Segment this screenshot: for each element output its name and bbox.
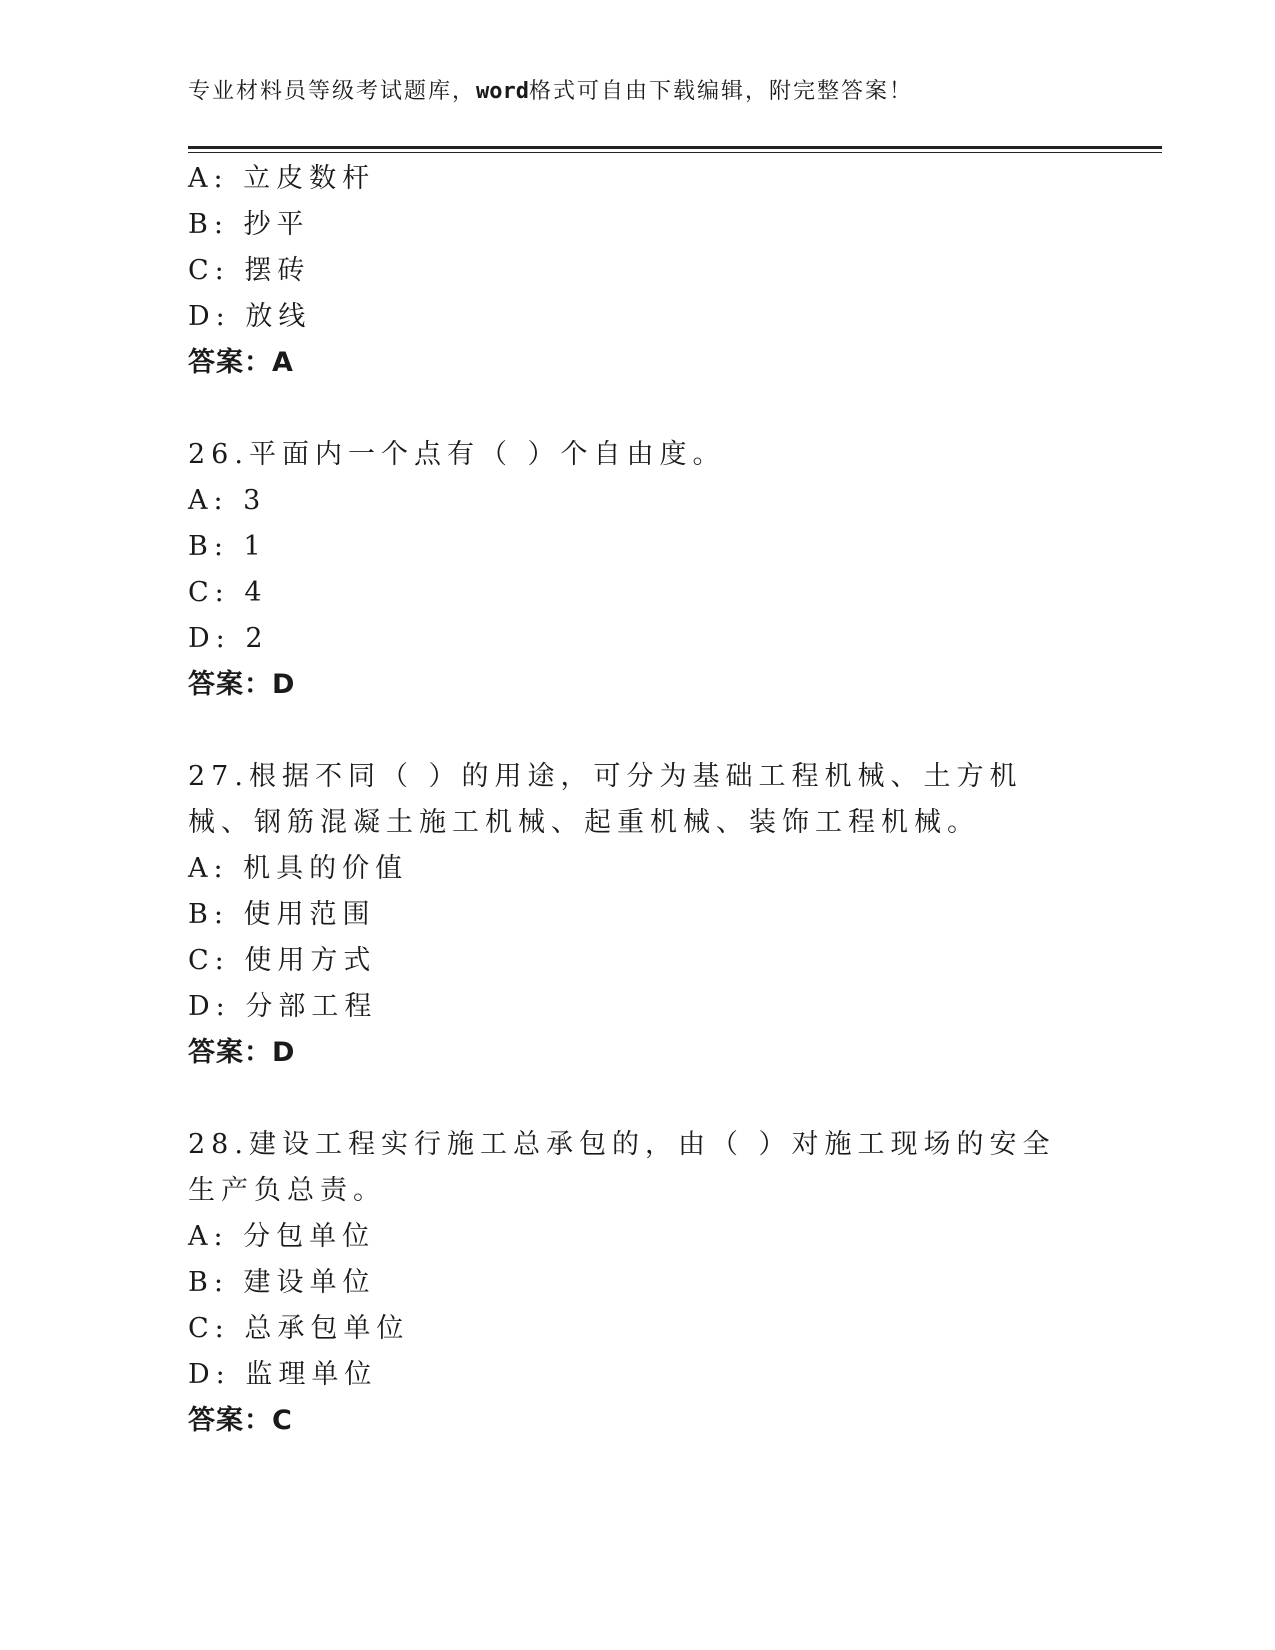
page-header	[188, 74, 913, 105]
answer-line: 答案：D	[188, 1037, 296, 1068]
option-a: A: 机具的价值	[188, 853, 409, 884]
header-rule-thin	[188, 152, 1162, 153]
question-list	[188, 156, 1068, 1444]
question-stem: 28.建设工程实行施工总承包的，由（ ）对施工现场的安全生产负总责。	[188, 1129, 1056, 1206]
question-26	[188, 432, 1068, 708]
option-a: A: 3	[188, 485, 267, 516]
question-28	[188, 1122, 1068, 1444]
answer-line: 答案：C	[188, 1405, 293, 1436]
option-c: C: 总承包单位	[188, 1313, 410, 1344]
question-27	[188, 754, 1068, 1076]
option-d: D: 2	[188, 623, 269, 654]
question-stem: 27.根据不同（ ）的用途，可分为基础工程机械、土方机械、钢筋混凝土施工机械、起重机械、装饰工程机械。	[188, 761, 1023, 838]
header-rule	[188, 146, 1162, 149]
question-gap	[188, 1076, 1068, 1122]
option-c: C: 使用方式	[188, 945, 377, 976]
option-d: D: 监理单位	[188, 1359, 378, 1390]
header-text-before: 专业材料员等级考试题库，	[188, 79, 477, 104]
question-gap	[188, 386, 1068, 432]
option-d: D: 放线	[188, 301, 312, 332]
header-text-word: word	[476, 79, 529, 104]
question-stem: 26.平面内一个点有（ ）个自由度。	[188, 439, 726, 470]
question-25	[188, 156, 1068, 386]
option-b: B: 1	[188, 531, 267, 562]
answer-line: 答案：A	[188, 347, 294, 378]
option-c: C: 4	[188, 577, 268, 608]
option-a: A: 立皮数杆	[188, 163, 376, 194]
option-d: D: 分部工程	[188, 991, 378, 1022]
option-c: C: 摆砖	[188, 255, 311, 286]
question-gap	[188, 708, 1068, 754]
option-b: B: 抄平	[188, 209, 310, 240]
option-b: B: 使用范围	[188, 899, 376, 930]
option-a: A: 分包单位	[188, 1221, 376, 1252]
option-b: B: 建设单位	[188, 1267, 376, 1298]
header-text-after: 格式可自由下载编辑，附完整答案！	[529, 79, 914, 104]
answer-line: 答案：D	[188, 669, 296, 700]
